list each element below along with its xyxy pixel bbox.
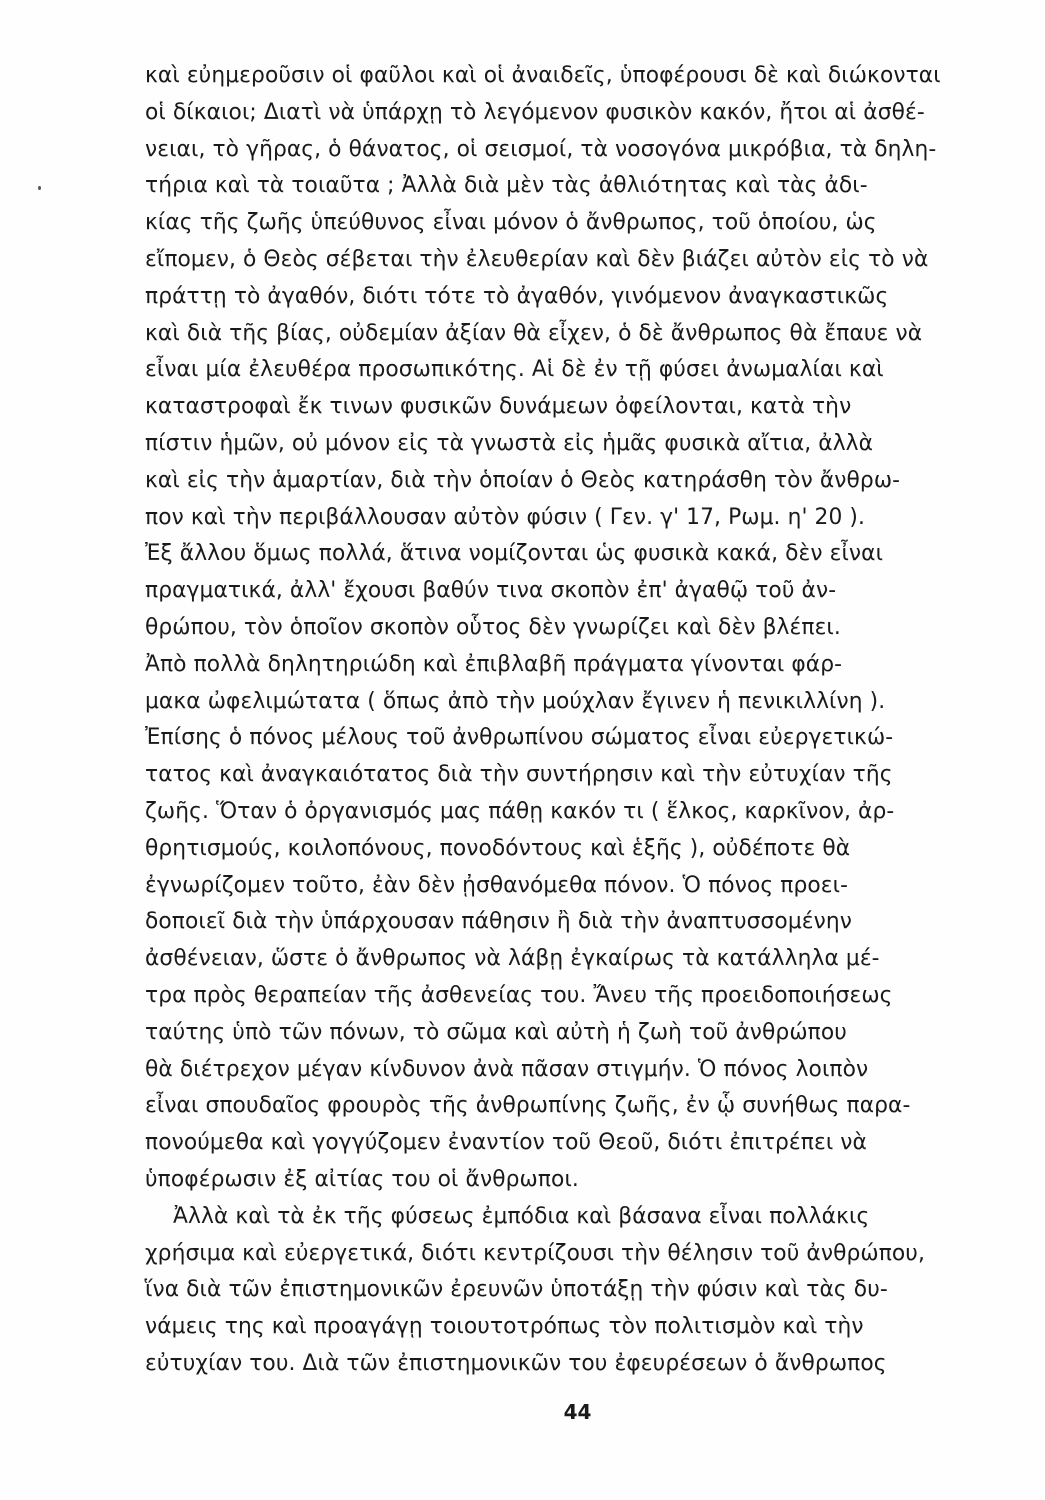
scan-speck (38, 186, 41, 190)
text-line: Ἐξ ἄλλου ὅμως πολλά, ἅτινα νομίζονται ὡς φυσικὰ κακά, δὲν εἶναι (145, 541, 884, 567)
text-line: καὶ εἰς τὴν ἁμαρτίαν, διὰ τὴν ὁποίαν ὁ Θεὸς κατηράσθη τὸν ἄνθρω- (145, 467, 901, 493)
text-line: καταστροφαὶ ἔκ τινων φυσικῶν δυνάμεων ὀφείλονται, κατὰ τὴν (145, 394, 852, 420)
text-line: δοποιεῖ διὰ τὴν ὑπάρχουσαν πάθησιν ἢ διὰ τὴν ἀναπτυσσομένην (145, 909, 853, 935)
text-line: πραγματικά, ἀλλ' ἔχουσι βαθύν τινα σκοπὸν ἐπ' ἀγαθῷ τοῦ ἀν- (145, 578, 837, 604)
text-line: πονούμεθα καὶ γογγύζομεν ἐναντίον τοῦ Θεοῦ, διότι ἐπιτρέπει νὰ (145, 1130, 867, 1156)
text-line: οἱ δίκαιοι; Διατὶ νὰ ὑπάρχῃ τὸ λεγόμενον φυσικὸν κακόν, ἤτοι αἱ ἀσθέ- (145, 99, 925, 125)
text-line: νειαι, τὸ γῆρας, ὁ θάνατος, οἱ σεισμοί, τὰ νοσογόνα μικρόβια, τὰ δηλη- (145, 136, 937, 162)
text-line: ὑποφέρωσιν ἐξ αἰτίας του οἱ ἄνθρωποι. (145, 1166, 579, 1192)
text-line: μακα ὠφελιμώτατα ( ὅπως ἀπὸ τὴν μούχλαν ἔγινεν ἡ πενικιλλίνη ). (145, 688, 886, 714)
text-line: πράττῃ τὸ ἀγαθόν, διότι τότε τὸ ἀγαθόν, γινόμενον ἀναγκαστικῶς (145, 283, 889, 309)
text-line: ἐγνωρίζομεν τοῦτο, ἐὰν δὲν ᾐσθανόμεθα πόνον. Ὁ πόνος προει- (145, 872, 849, 898)
text-line: ἀσθένειαν, ὥστε ὁ ἄνθρωπος νὰ λάβῃ ἐγκαίρως τὰ κατάλληλα μέ- (145, 946, 880, 972)
text-line: κίας τῆς ζωῆς ὑπεύθυνος εἶναι μόνον ὁ ἄνθρωπος, τοῦ ὁποίου, ὡς (145, 210, 877, 236)
text-line: θὰ διέτρεχον μέγαν κίνδυνον ἀνὰ πᾶσαν στιγμήν. Ὁ πόνος λοιπὸν (145, 1056, 869, 1082)
text-line: εὐτυχίαν του. Διὰ τῶν ἐπιστημονικῶν του ἐφευρέσεων ὁ ἄνθρωπος (145, 1350, 887, 1376)
text-line: τήρια καὶ τὰ τοιαῦτα ; Ἀλλὰ διὰ μὲν τὰς ἀθλιότητας καὶ τὰς ἀδι- (145, 173, 868, 199)
text-line: πον καὶ τὴν περιβάλλουσαν αὐτὸν φύσιν ( Γεν. γ' 17, Ρωμ. η' 20 ). (145, 504, 866, 530)
page-number: 44 (563, 1400, 592, 1424)
text-line: καὶ εὐημεροῦσιν οἱ φαῦλοι καὶ οἱ ἀναιδεῖς, ὑποφέρουσι δὲ καὶ διώκονται (145, 63, 941, 88)
text-line: Ἀλλὰ καὶ τὰ ἐκ τῆς φύσεως ἐμπόδια καὶ βάσανα εἶναι πολλάκις (145, 1203, 870, 1229)
text-line: καὶ διὰ τῆς βίας, οὐδεμίαν ἀξίαν θὰ εἶχεν, ὁ δὲ ἄνθρωπος θὰ ἔπαυε νὰ (145, 320, 923, 346)
text-line: ἵνα διὰ τῶν ἐπιστημονικῶν ἐρευνῶν ὑποτάξῃ τὴν φύσιν καὶ τὰς δυ- (145, 1277, 888, 1303)
text-line: θρητισμούς, κοιλοπόνους, πονοδόντους καὶ ἑξῆς ), οὐδέποτε θὰ (145, 835, 851, 861)
text-line: χρήσιμα καὶ εὐεργετικά, διότι κεντρίζουσι τὴν θέλησιν τοῦ ἀνθρώπου, (145, 1240, 926, 1266)
text-line: ζωῆς. Ὅταν ὁ ὀργανισμός μας πάθῃ κακόν τι ( ἕλκος, καρκῖνον, ἀρ- (145, 798, 895, 824)
text-line: τρα πρὸς θεραπείαν τῆς ἀσθενείας του. Ἄνευ τῆς προειδοποιήσεως (145, 982, 893, 1008)
text-line: Ἐπίσης ὁ πόνος μέλους τοῦ ἀνθρωπίνου σώματος εἶναι εὐεργετικώ- (145, 725, 894, 751)
text-line: εἶναι μία ἐλευθέρα προσωπικότης. Αἱ δὲ ἐν τῇ φύσει ἀνωμαλίαι καὶ (145, 357, 884, 383)
text-line: πίστιν ἡμῶν, οὐ μόνον εἰς τὰ γνωστὰ εἰς ἡμᾶς φυσικὰ αἴτια, ἀλλὰ (145, 430, 874, 456)
text-line: νάμεις της καὶ προαγάγῃ τοιουτοτρόπως τὸν πολιτισμὸν καὶ τὴν (145, 1314, 864, 1340)
text-line: Ἀπὸ πολλὰ δηλητηριώδη καὶ ἐπιβλαβῆ πράγματα γίνονται φάρ- (145, 651, 843, 677)
text-line: ταύτης ὑπὸ τῶν πόνων, τὸ σῶμα καὶ αὐτὴ ἡ ζωὴ τοῦ ἀνθρώπου (145, 1019, 847, 1045)
text-line: θρώπου, τὸν ὁποῖον σκοπὸν οὗτος δὲν γνωρίζει καὶ δὲν βλέπει. (145, 614, 841, 640)
body-text (145, 58, 1025, 1383)
text-line: εἴπομεν, ὁ Θεὸς σέβεται τὴν ἐλευθερίαν καὶ δὲν βιάζει αὐτὸν εἰς τὸ νὰ (145, 246, 929, 272)
text-line: εἶναι σπουδαῖος φρουρὸς τῆς ἀνθρωπίνης ζωῆς, ἐν ᾧ συνήθως παρα- (145, 1093, 911, 1119)
text-line: τατος καὶ ἀναγκαιότατος διὰ τὴν συντήρησιν καὶ τὴν εὐτυχίαν τῆς (145, 762, 893, 788)
